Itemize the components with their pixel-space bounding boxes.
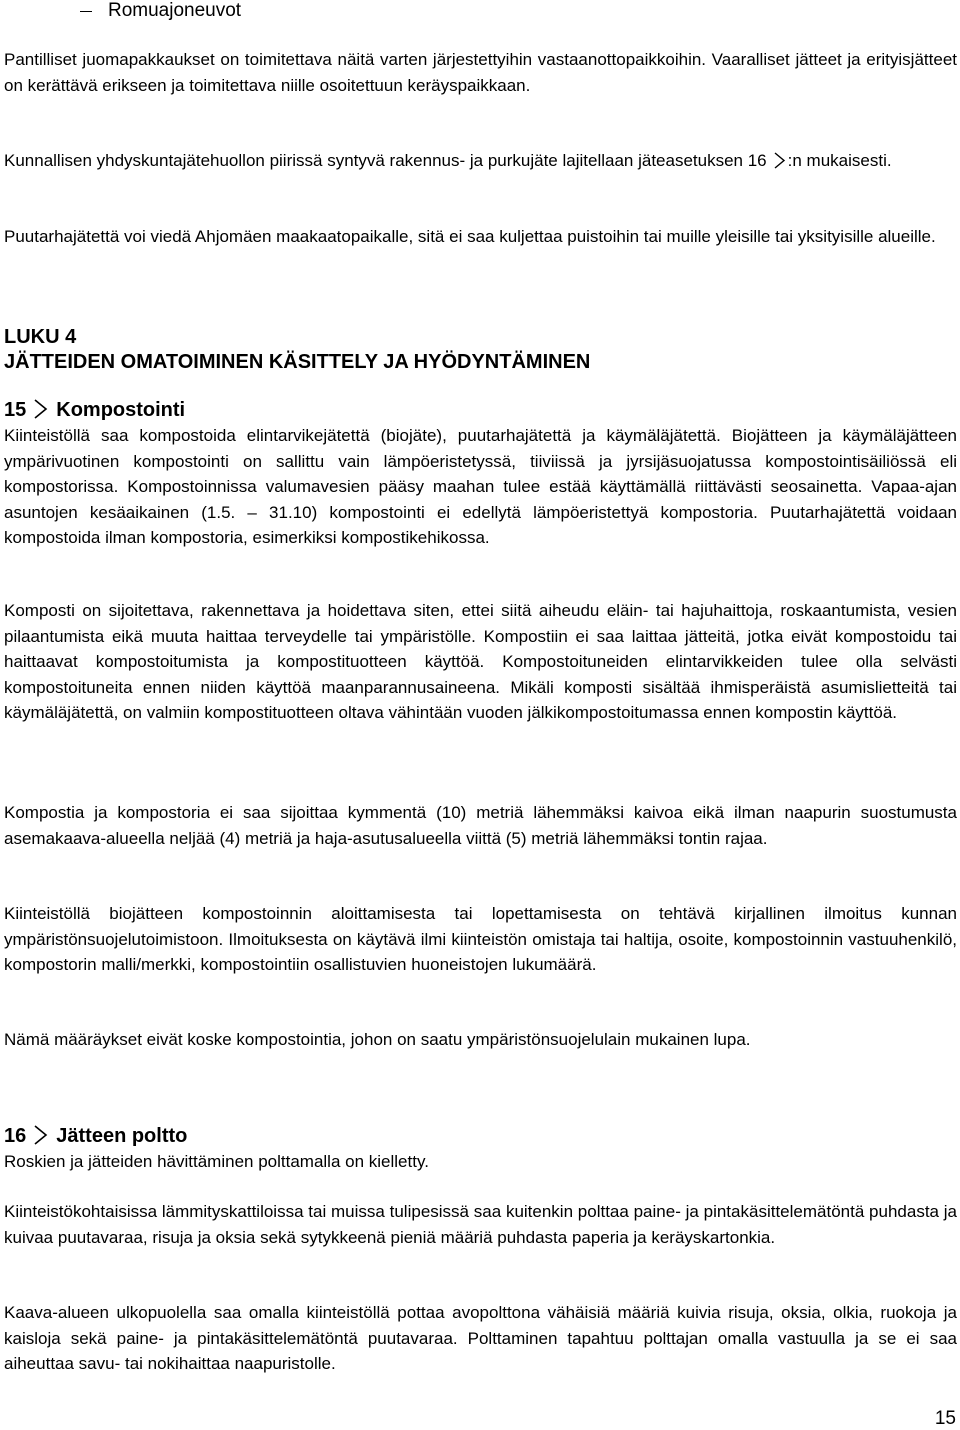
paragraph-compost-distances: Kompostia ja kompostoria ei saa sijoittaa kymmentä (10) metriä lähemmäksi kaivoa eikä ilman naapurin suostumusta asemakaava-alueella neljää (4) metriä ja haja-asutusalueella viittä (5) metriä lähemmäksi tontin rajaa.	[4, 803, 957, 848]
section-sign-icon	[772, 152, 786, 169]
paragraph-compost-placement: Komposti on sijoitettava, rakennettava ja hoidettava siten, ettei siitä aiheudu eläin- tai hajuhaittoja, roskaantumista, vesien pilaantumista eikä muuta haittaa terveydelle tai ympäristölle. Kompostiin ei saa laittaa jätteitä, jotka eivät kompostoidu tai haittaavat kompostoitumista ja kompostituotteen käyttöä. Kompostoituneiden elintarvikkeiden tulee olla selvästi kompostoituneita ennen niiden käyttöä maanparannusaineena. Mikäli komposti sisältää ihmisperäistä asumislietteitä tai käymäläjätettä, on valmiin kompostituotteen oltava vähintään vuoden jälkikompostoitumassa ennen kompostin käyttöä.	[4, 601, 957, 722]
section-15-heading	[4, 398, 185, 422]
paragraph-compost-exception: Nämä määräykset eivät koske kompostointia, johon on saatu ympäristönsuojelulain mukainen lupa.	[4, 1030, 751, 1049]
section-sign-icon	[32, 1125, 48, 1145]
paragraph-returnable-packaging: Pantilliset juomapakkaukset on toimitettava näitä varten järjestettyihin vastaanottopaikkoihin. Vaaralliset jätteet ja erityisjätteet on kerättävä erikseen ja toimitettava niille osoitettuun keräyspaikkaan.	[4, 50, 957, 95]
page-number: 15	[934, 1408, 956, 1429]
section-sign-icon	[32, 399, 48, 419]
paragraph-boiler-burning: Kiinteistökohtaisissa lämmityskattiloissa tai muissa tulipesissä saa kuitenkin polttaa paine- ja pintakäsittelemätöntä puhdasta ja kuivaa puutavaraa, risuja ja oksia sekä sytykkeenä pieniä määriä puhdasta paperia ja keräyskartonkia.	[4, 1202, 957, 1247]
section-title: Kompostointi	[56, 399, 186, 421]
list-item-text: Romuajoneuvot	[108, 0, 242, 21]
paragraph-open-burning: Kaava-alueen ulkopuolella saa omalla kiinteistöllä pottaa avopolttona vähäisiä määriä kuivia risuja, oksia, olkia, ruokoja ja kaisloja sekä paine- ja pintakäsittelemätöntä puutavaraa. Polttaminen tapahtuu polttajan omalla vastuulla ja se ei saa aiheuttaa savu- tai nokihaittaa naapuristolle.	[4, 1303, 957, 1373]
section-number: 16	[4, 1125, 27, 1147]
section-number: 15	[4, 399, 27, 421]
section-title: Jätteen poltto	[56, 1125, 188, 1147]
paragraph-garden-waste: Puutarhajätettä voi viedä Ahjomäen maakaatopaikalle, sitä ei saa kuljettaa puistoihin tai muille yleisille tai yksityisille alueille.	[4, 227, 936, 246]
paragraph-compost-notification: Kiinteistöllä biojätteen kompostoinnin aloittamisesta tai lopettamisesta on tehtävä kirjallinen ilmoitus kunnan ympäristönsuojelutoimistoon. Ilmoituksesta on käytävä ilmi kiinteistön omistaja tai haltija, osoite, kompostoinnin vastuuhenkilö, kompostorin malli/merkki, kompostointiin osallistuvien huoneistojen lukumäärä.	[4, 904, 957, 974]
paragraph-composting-rules: Kiinteistöllä saa kompostoida elintarvikejätettä (biojäte), puutarhajätettä ja käymäläjätettä. Biojätteen ja käymäläjätteen ympärivuotinen kompostointi on sallittu vain lämpöeristetyssä, tiiviissä ja jyrsijäsuojatussa kompostointisäiliössä eli kompostorissa. Kompostoinnissa valumavesien pääsy maahan tulee estää käyttämällä riittävästi seosainetta. Vapaa-ajan asuntojen kesäaikainen (1.5. – 31.10) kompostointi ei edellytä lämpöeristettyä kompostoria. Puutarhajätettä voidaan kompostoida ilman kompostoria, esimerkiksi kompostikehikossa.	[4, 426, 957, 547]
section-16-heading	[4, 1124, 187, 1148]
paragraph-text-before-section: Kunnallisen yhdyskuntajätehuollon piirissä syntyvä rakennus- ja purkujäte lajitellaan jäteasetuksen 16	[4, 151, 767, 170]
paragraph-text-after-section: :n mukaisesti.	[787, 151, 892, 170]
chapter-number: LUKU 4	[4, 326, 77, 348]
chapter-title: JÄTTEIDEN OMATOIMINEN KÄSITTELY JA HYÖDYNTÄMINEN	[4, 351, 591, 373]
dash-bullet-icon	[80, 11, 92, 12]
paragraph-construction-waste	[4, 148, 957, 174]
paragraph-burning-ban: Roskien ja jätteiden hävittäminen polttamalla on kielletty.	[4, 1152, 429, 1171]
